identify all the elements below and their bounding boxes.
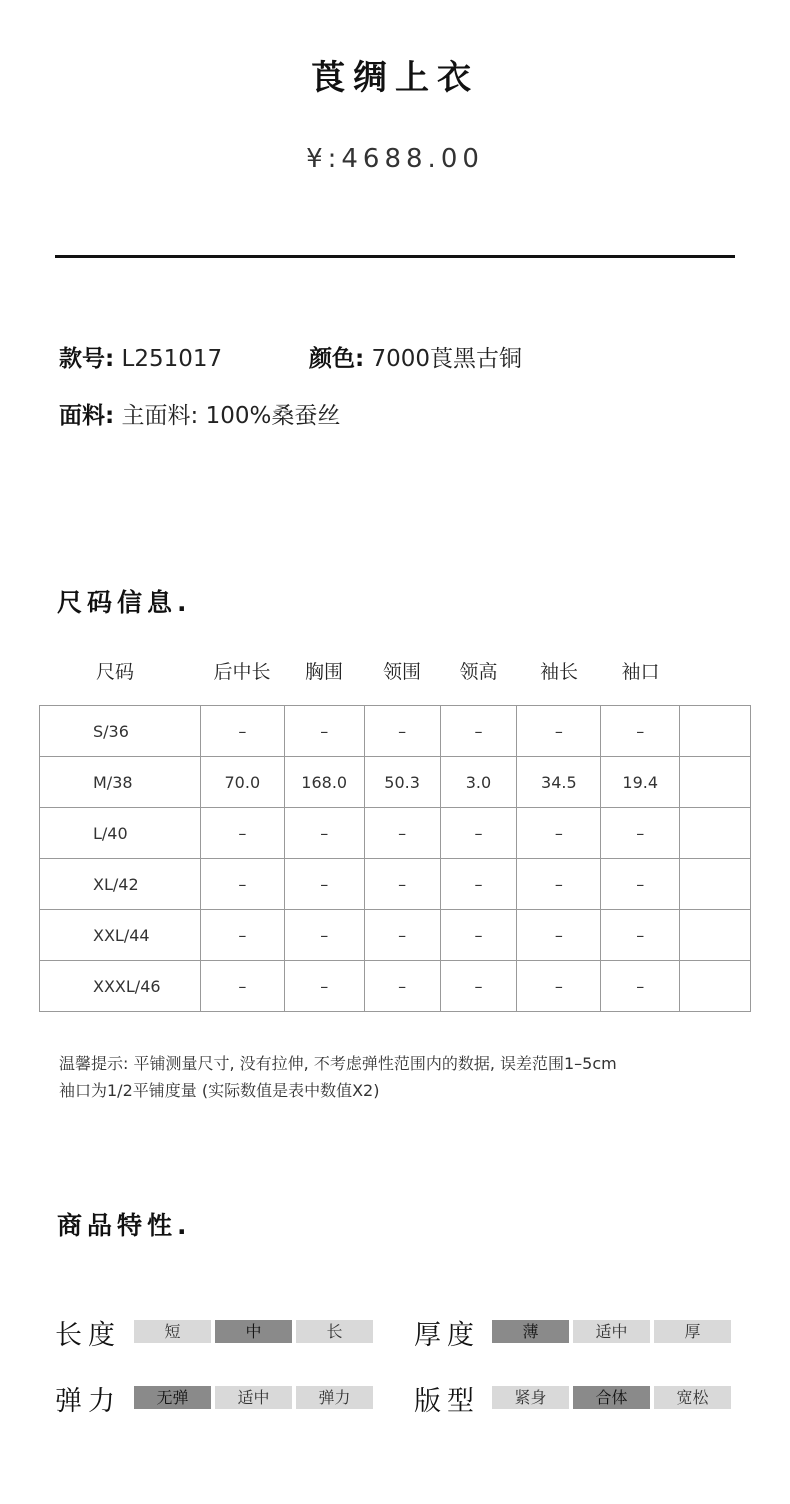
features-section-title: 商品特性. — [57, 1211, 192, 1240]
elasticity-option: 适中 — [215, 1386, 292, 1409]
thickness-option: 厚 — [654, 1320, 731, 1343]
measurement-cell: 70.0 — [200, 757, 284, 808]
size-cell: L/40 — [40, 808, 201, 859]
column-header-cuff: 袖口 — [621, 661, 660, 683]
table-row — [40, 859, 751, 910]
measurement-cell: – — [601, 859, 680, 910]
size-cell: M/38 — [40, 757, 201, 808]
column-header-back-length: 后中长 — [213, 661, 271, 683]
fabric-info — [59, 397, 340, 430]
length-option: 短 — [134, 1320, 211, 1343]
size-section-title: 尺码信息. — [57, 588, 192, 617]
measurement-cell: 19.4 — [601, 757, 680, 808]
thickness-scale — [492, 1320, 731, 1343]
thickness-option: 适中 — [573, 1320, 650, 1343]
thickness-label: 厚度 — [414, 1320, 480, 1351]
measurement-cell: – — [200, 706, 284, 757]
measurement-cell: 3.0 — [440, 757, 517, 808]
measurement-cell: – — [440, 961, 517, 1012]
column-header-neck: 领围 — [382, 661, 421, 683]
fit-option: 合体 — [573, 1386, 650, 1409]
divider — [55, 255, 735, 258]
empty-cell — [680, 910, 751, 961]
table-row — [40, 706, 751, 757]
measurement-cell: 168.0 — [284, 757, 364, 808]
table-row — [40, 808, 751, 859]
column-header-collar-height: 领高 — [459, 661, 498, 683]
table-row — [40, 757, 751, 808]
measurement-cell: – — [517, 910, 601, 961]
measurement-cell: – — [200, 961, 284, 1012]
measurement-cell: – — [200, 859, 284, 910]
measurement-cell: – — [284, 859, 364, 910]
measurement-cell: – — [440, 859, 517, 910]
style-number — [59, 340, 222, 373]
color-value: 7000莨黑古铜 — [371, 346, 523, 372]
empty-cell — [680, 808, 751, 859]
elasticity-option: 无弹 — [134, 1386, 211, 1409]
column-header-sleeve-length: 袖长 — [539, 661, 578, 683]
column-header-size: 尺码 — [95, 661, 134, 683]
table-row — [40, 961, 751, 1012]
fabric-value: 主面料: 100%桑蚕丝 — [121, 403, 341, 429]
measurement-cell: – — [517, 706, 601, 757]
length-option: 中 — [215, 1320, 292, 1343]
measurement-cell: – — [601, 910, 680, 961]
measurement-cell: – — [200, 910, 284, 961]
measurement-cell: – — [601, 706, 680, 757]
length-label: 长度 — [55, 1320, 121, 1351]
measurement-cell: – — [440, 910, 517, 961]
measurement-cell: – — [364, 859, 440, 910]
measurement-cell: – — [364, 910, 440, 961]
measurement-cell: – — [517, 961, 601, 1012]
measurement-cell: – — [284, 808, 364, 859]
note-line-1: 温馨提示: 平铺测量尺寸, 没有拉伸, 不考虑弹性范围内的数据, 误差范围1–5cm — [59, 1054, 617, 1073]
fit-label: 版型 — [414, 1386, 480, 1417]
style-number-value: L251017 — [121, 346, 223, 372]
fabric-label: 面料: — [59, 403, 115, 429]
size-cell: S/36 — [40, 706, 201, 757]
empty-cell — [680, 706, 751, 757]
column-header-chest: 胸围 — [304, 661, 343, 683]
size-cell: XXXL/46 — [40, 961, 201, 1012]
measurement-cell: – — [284, 910, 364, 961]
measurement-cell: 34.5 — [517, 757, 601, 808]
measurement-cell: – — [517, 808, 601, 859]
elasticity-option: 弹力 — [296, 1386, 373, 1409]
measurement-cell: – — [284, 706, 364, 757]
product-price: ¥:4688.00 — [306, 144, 484, 174]
fit-option: 紧身 — [492, 1386, 569, 1409]
thickness-option: 薄 — [492, 1320, 569, 1343]
product-title: 莨绸上衣 — [311, 58, 479, 98]
measurement-cell: – — [517, 859, 601, 910]
measurement-cell: – — [440, 706, 517, 757]
size-cell: XL/42 — [40, 859, 201, 910]
elasticity-label: 弹力 — [55, 1386, 121, 1417]
measurement-cell: – — [284, 961, 364, 1012]
fit-option: 宽松 — [654, 1386, 731, 1409]
size-table — [39, 705, 751, 1012]
color-label: 颜色: — [309, 346, 365, 372]
measurement-note — [59, 1050, 617, 1104]
measurement-cell: – — [440, 808, 517, 859]
note-line-2: 袖口为1/2平铺度量 (实际数值是表中数值X2) — [59, 1081, 380, 1100]
measurement-cell: – — [601, 808, 680, 859]
style-number-label: 款号: — [59, 346, 115, 372]
table-row — [40, 910, 751, 961]
measurement-cell: – — [601, 961, 680, 1012]
empty-cell — [680, 961, 751, 1012]
color-info — [309, 340, 522, 373]
elasticity-scale — [134, 1386, 373, 1409]
empty-cell — [680, 757, 751, 808]
measurement-cell: – — [364, 706, 440, 757]
fit-scale — [492, 1386, 731, 1409]
size-cell: XXL/44 — [40, 910, 201, 961]
measurement-cell: – — [364, 808, 440, 859]
measurement-cell: – — [200, 808, 284, 859]
measurement-cell: 50.3 — [364, 757, 440, 808]
measurement-cell: – — [364, 961, 440, 1012]
length-option: 长 — [296, 1320, 373, 1343]
length-scale — [134, 1320, 373, 1343]
empty-cell — [680, 859, 751, 910]
